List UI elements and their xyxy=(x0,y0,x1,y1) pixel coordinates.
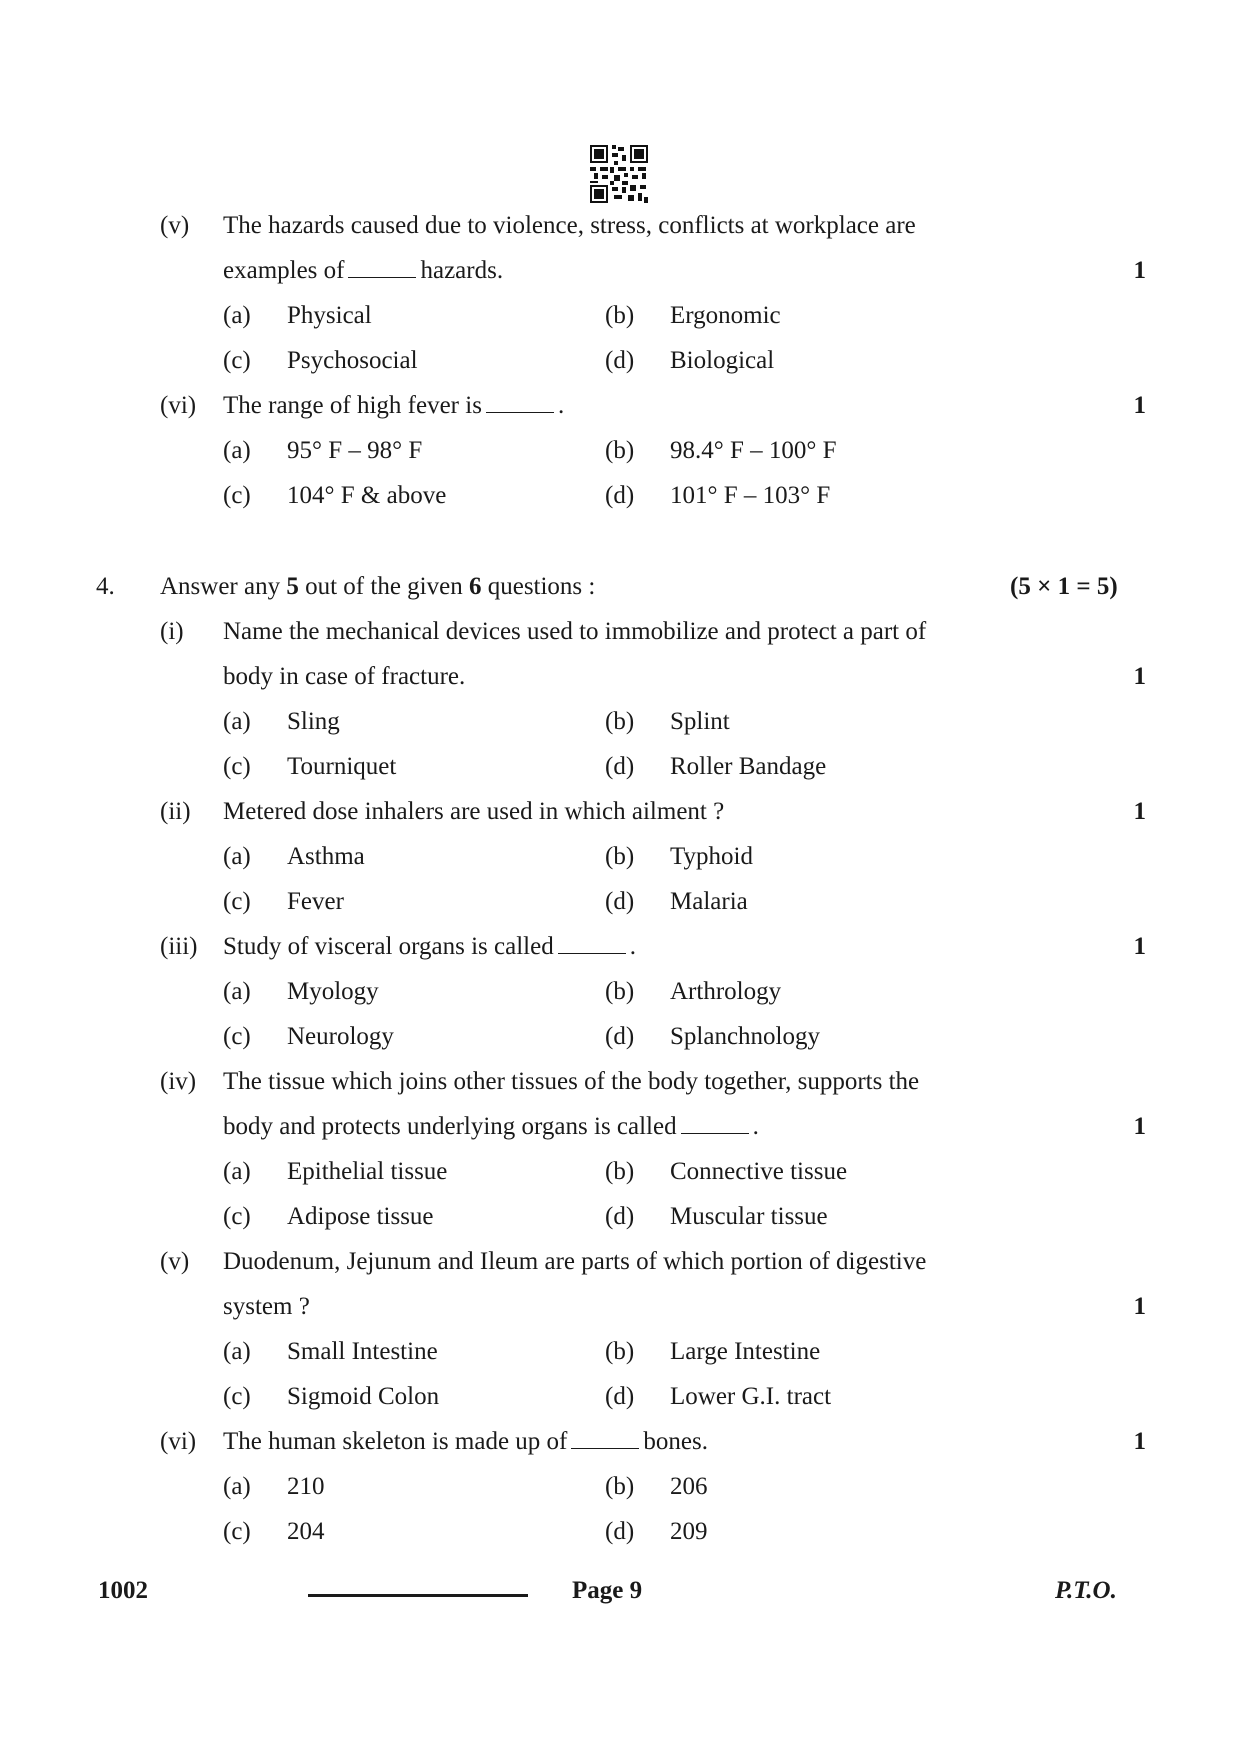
question-text-line2: body and protects underlying organs is called . xyxy=(223,1113,759,1140)
option-text: 98.4° F – 100° F xyxy=(670,437,837,464)
option-text: Myology xyxy=(287,978,379,1005)
option-text: Fever xyxy=(287,888,344,915)
q3-v-line1 xyxy=(0,209,1241,243)
question-text: The tissue which joins other tissues of the body together, supports the xyxy=(223,1068,920,1095)
option-text: 209 xyxy=(670,1518,708,1545)
question-text: Metered dose inhalers are used in which ailment ? xyxy=(223,798,725,825)
q4-heading xyxy=(0,570,1241,604)
option-label: (a) xyxy=(223,708,251,735)
q3-v-options-ab xyxy=(0,299,1241,333)
option-label: (c) xyxy=(223,888,251,915)
question-text-line2: examples of hazards. xyxy=(223,257,504,284)
option-label: (b) xyxy=(605,978,635,1005)
page-number: Page 9 xyxy=(572,1577,643,1604)
option-text: Lower G.I. tract xyxy=(670,1383,832,1410)
option-text: Arthrology xyxy=(670,978,782,1005)
marks: 1 xyxy=(1133,933,1146,960)
option-label: (a) xyxy=(223,978,251,1005)
q4-v-options-cd xyxy=(0,1380,1241,1414)
option-text: Splint xyxy=(670,708,730,735)
option-text: Connective tissue xyxy=(670,1158,848,1185)
option-text: 206 xyxy=(670,1473,708,1500)
option-text: 210 xyxy=(287,1473,325,1500)
q4-iv-options-ab xyxy=(0,1155,1241,1189)
option-label: (c) xyxy=(223,753,251,780)
question-number: (vi) xyxy=(160,392,197,419)
option-text: Ergonomic xyxy=(670,302,781,329)
q4-ii-line1 xyxy=(0,795,1241,829)
option-label: (b) xyxy=(605,708,635,735)
option-label: (d) xyxy=(605,1023,635,1050)
option-label: (b) xyxy=(605,437,635,464)
footer-divider xyxy=(308,1594,528,1597)
question-number: (i) xyxy=(160,618,184,645)
q4-vi-options-ab xyxy=(0,1470,1241,1504)
q4-marks: (5 × 1 = 5) xyxy=(1010,573,1118,600)
option-label: (b) xyxy=(605,1473,635,1500)
q4-instructions: Answer any 5 out of the given 6 questions : xyxy=(160,573,596,600)
option-text: 204 xyxy=(287,1518,325,1545)
q4-v-line1 xyxy=(0,1245,1241,1279)
answer-blank xyxy=(681,1111,749,1134)
option-text: Large Intestine xyxy=(670,1338,821,1365)
pto-label: P.T.O. xyxy=(1055,1577,1117,1604)
q4-iv-options-cd xyxy=(0,1200,1241,1234)
option-label: (a) xyxy=(223,302,251,329)
option-text: Typhoid xyxy=(670,843,753,870)
option-label: (d) xyxy=(605,1383,635,1410)
option-label: (a) xyxy=(223,437,251,464)
option-text: Epithelial tissue xyxy=(287,1158,448,1185)
option-text: Adipose tissue xyxy=(287,1203,434,1230)
q4-iii-line1 xyxy=(0,930,1241,964)
answer-blank xyxy=(348,255,416,278)
q4-i-line1 xyxy=(0,615,1241,649)
question-text: Study of visceral organs is called . xyxy=(223,933,636,960)
option-label: (d) xyxy=(605,1203,635,1230)
question-number: (iv) xyxy=(160,1068,197,1095)
option-label: (d) xyxy=(605,1518,635,1545)
q4-v-options-ab xyxy=(0,1335,1241,1369)
marks: 1 xyxy=(1133,392,1146,419)
marks: 1 xyxy=(1133,663,1146,690)
q3-vi-options-cd xyxy=(0,479,1241,513)
q3-v-options-cd xyxy=(0,344,1241,378)
q4-vi-options-cd xyxy=(0,1515,1241,1549)
option-label: (c) xyxy=(223,1023,251,1050)
question-text-line2: system ? xyxy=(223,1293,310,1320)
option-label: (b) xyxy=(605,843,635,870)
q4-i-line2 xyxy=(0,660,1241,694)
option-text: Asthma xyxy=(287,843,365,870)
option-text: Tourniquet xyxy=(287,753,397,780)
question-text: The range of high fever is . xyxy=(223,392,565,419)
option-label: (c) xyxy=(223,482,251,509)
option-text: Roller Bandage xyxy=(670,753,827,780)
answer-blank xyxy=(486,390,554,413)
question-number: (vi) xyxy=(160,1428,197,1455)
paper-code: 1002 xyxy=(98,1577,148,1604)
option-text: Biological xyxy=(670,347,775,374)
marks: 1 xyxy=(1133,1113,1146,1140)
qr-code-icon xyxy=(590,145,648,203)
option-label: (c) xyxy=(223,1518,251,1545)
option-text: 104° F & above xyxy=(287,482,447,509)
q4-ii-options-ab xyxy=(0,840,1241,874)
option-text: Splanchnology xyxy=(670,1023,820,1050)
question-text-line2: body in case of fracture. xyxy=(223,663,466,690)
question-number: (iii) xyxy=(160,933,198,960)
option-text: 101° F – 103° F xyxy=(670,482,831,509)
option-label: (a) xyxy=(223,1158,251,1185)
marks: 1 xyxy=(1133,257,1146,284)
marks: 1 xyxy=(1133,798,1146,825)
option-label: (a) xyxy=(223,1473,251,1500)
option-text: 95° F – 98° F xyxy=(287,437,423,464)
question-text: The human skeleton is made up of bones. xyxy=(223,1428,708,1455)
option-text: Sigmoid Colon xyxy=(287,1383,440,1410)
question-number: (v) xyxy=(160,1248,190,1275)
question-text: Name the mechanical devices used to immobilize and protect a part of xyxy=(223,618,927,645)
option-label: (d) xyxy=(605,482,635,509)
option-label: (b) xyxy=(605,1158,635,1185)
marks: 1 xyxy=(1133,1428,1146,1455)
option-text: Sling xyxy=(287,708,340,735)
question-number: (ii) xyxy=(160,798,191,825)
marks: 1 xyxy=(1133,1293,1146,1320)
q4-vi-line1 xyxy=(0,1425,1241,1459)
question-text: The hazards caused due to violence, stress, conflicts at workplace are xyxy=(223,212,916,239)
answer-blank xyxy=(571,1426,639,1449)
option-label: (c) xyxy=(223,1203,251,1230)
q4-i-options-cd xyxy=(0,750,1241,784)
option-label: (a) xyxy=(223,843,251,870)
option-label: (d) xyxy=(605,753,635,780)
q3-vi-line1 xyxy=(0,389,1241,423)
option-text: Small Intestine xyxy=(287,1338,438,1365)
q4-iii-options-ab xyxy=(0,975,1241,1009)
option-text: Neurology xyxy=(287,1023,394,1050)
answer-blank xyxy=(558,931,626,954)
option-label: (a) xyxy=(223,1338,251,1365)
option-text: Psychosocial xyxy=(287,347,418,374)
q4-iii-options-cd xyxy=(0,1020,1241,1054)
question-text: Duodenum, Jejunum and Ileum are parts of which portion of digestive xyxy=(223,1248,927,1275)
option-label: (b) xyxy=(605,1338,635,1365)
option-text: Muscular tissue xyxy=(670,1203,828,1230)
q3-v-line2 xyxy=(0,254,1241,288)
question-number: 4. xyxy=(96,573,115,600)
option-label: (c) xyxy=(223,347,251,374)
q3-vi-options-ab xyxy=(0,434,1241,468)
q4-iv-line1 xyxy=(0,1065,1241,1099)
option-label: (b) xyxy=(605,302,635,329)
q4-iv-line2 xyxy=(0,1110,1241,1144)
q4-i-options-ab xyxy=(0,705,1241,739)
option-label: (d) xyxy=(605,888,635,915)
option-label: (d) xyxy=(605,347,635,374)
question-number: (v) xyxy=(160,212,190,239)
option-text: Malaria xyxy=(670,888,748,915)
q4-v-line2 xyxy=(0,1290,1241,1324)
q4-ii-options-cd xyxy=(0,885,1241,919)
option-text: Physical xyxy=(287,302,372,329)
option-label: (c) xyxy=(223,1383,251,1410)
